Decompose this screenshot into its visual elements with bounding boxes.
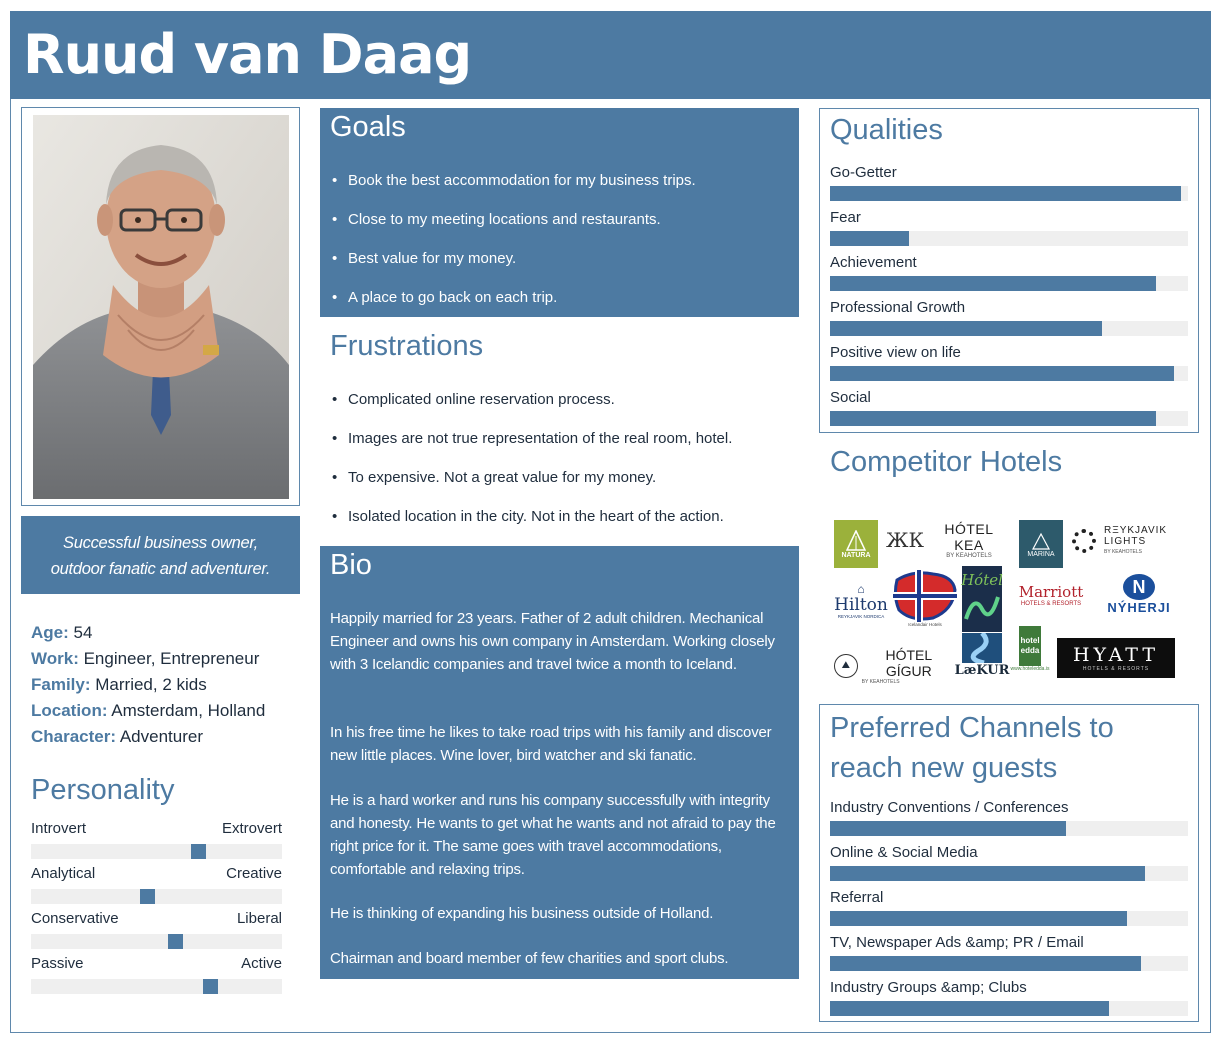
bar-fill — [830, 911, 1127, 926]
list-item: • Images are not true representation of the real room, hotel. — [332, 430, 732, 469]
fact-value: Engineer, Entrepreneur — [78, 649, 260, 668]
fact-age — [31, 620, 301, 646]
bar-label: TV, Newspaper Ads &amp; PR / Email — [830, 934, 1084, 951]
tagline-line-2: outdoor fanatic and adventurer. — [50, 560, 271, 578]
gigur-logo — [834, 647, 956, 685]
channel-bar — [830, 844, 1188, 881]
frustrations-title: Frustrations — [330, 330, 484, 362]
scale-left-label: Passive — [31, 955, 84, 972]
logo-text: LIGHTS — [1104, 535, 1147, 547]
quality-bar — [830, 209, 1188, 246]
fact-label: Work: — [31, 649, 79, 668]
logo-subtext: BY KEAHOTELS — [861, 679, 900, 685]
competitors-title: Competitor Hotels — [830, 446, 1063, 478]
scale-track — [31, 934, 282, 949]
logo-subtext: HOTELS & RESORTS — [1082, 666, 1150, 672]
scale-marker — [191, 844, 206, 859]
logo-text: hotel edda — [1019, 626, 1041, 666]
goals-panel — [320, 108, 799, 317]
bar-fill — [830, 1001, 1109, 1016]
sun-icon — [1072, 529, 1096, 553]
personality-scale — [31, 955, 282, 994]
logo-text: LæKUR — [954, 662, 1010, 678]
logo-text: MARINA — [1027, 550, 1055, 558]
icelandair-logo — [893, 566, 957, 630]
hyatt-logo — [1057, 638, 1175, 678]
channel-bar — [830, 979, 1188, 1016]
scale-right-label: Extrovert — [221, 820, 282, 837]
bio-paragraph: Happily married for 23 years. Father of 2 adult children. Mechanical Engineer and owns his own company in Amsterdam. Working closely with 3 Icelandic companies and travel twice a month to Iceland. — [330, 610, 775, 673]
goals-list — [332, 172, 696, 328]
bar-label: Professional Growth — [830, 299, 966, 316]
marriott-logo — [1010, 580, 1092, 610]
list-item: • Isolated location in the city. Not in the heart of the action. — [332, 508, 732, 547]
frustrations-list — [332, 391, 732, 547]
persona-facts — [31, 620, 301, 750]
quality-bar — [830, 299, 1188, 336]
header-banner — [10, 11, 1211, 99]
bar-label: Achievement — [830, 254, 917, 271]
bar-fill — [830, 186, 1181, 201]
reykjavik-lights-logo — [1072, 524, 1180, 558]
logo-text: HÓTEL GÍGUR — [885, 647, 933, 679]
hilton-emblem-icon: ⌂ — [857, 581, 865, 596]
personality-title: Personality — [31, 774, 175, 806]
bar-fill — [830, 321, 1102, 336]
bio-title: Bio — [330, 549, 372, 581]
bar-track — [830, 866, 1188, 881]
bar-label: Go-Getter — [830, 164, 897, 181]
logo-text: Marriott — [1018, 583, 1084, 601]
fact-label: Family: — [31, 675, 91, 694]
bar-track — [830, 231, 1188, 246]
bar-fill — [830, 866, 1145, 881]
fact-value: Adventurer — [116, 727, 203, 746]
fact-label: Character: — [31, 727, 117, 746]
bar-fill — [830, 276, 1156, 291]
n-emblem-icon: N — [1123, 574, 1155, 600]
scale-marker — [203, 979, 218, 994]
bar-fill — [830, 366, 1174, 381]
laekur-logo — [954, 630, 1010, 680]
logo-text: Hilton — [834, 594, 888, 615]
scale-track — [31, 844, 282, 859]
bar-label: Industry Groups &amp; Clubs — [830, 979, 1027, 996]
natura-logo — [834, 520, 878, 568]
quality-bar — [830, 254, 1188, 291]
quality-bar — [830, 389, 1188, 426]
channels-title-line-2: reach new guests — [830, 752, 1058, 784]
edda-logo — [1006, 618, 1054, 680]
channel-bar — [830, 934, 1188, 971]
quality-bar — [830, 344, 1188, 381]
fact-label: Age: — [31, 623, 69, 642]
logo-text: NATURA — [841, 551, 871, 559]
scale-left-label: Introvert — [31, 820, 87, 837]
scale-right-label: Active — [241, 955, 282, 972]
river-icon — [962, 633, 1002, 663]
channel-bar — [830, 799, 1188, 836]
bar-fill — [830, 821, 1066, 836]
scale-marker — [140, 889, 155, 904]
leaf-icon — [846, 530, 866, 552]
bio-paragraph: He is a hard worker and runs his company successfully with integrity and honesty. He wants to get what he wants and not afraid to pay the right price for it. The same goes with travel accommodations, comfortable and relaxing trips. — [330, 792, 776, 878]
goals-title: Goals — [330, 111, 406, 143]
logo-text: RΞYKJAVIK — [1104, 524, 1168, 536]
nyherji-logo — [1100, 570, 1178, 618]
fact-value: Married, 2 kids — [90, 675, 207, 694]
bar-track — [830, 911, 1188, 926]
bar-label: Online & Social Media — [830, 844, 978, 861]
persona-photo — [33, 115, 289, 499]
logo-subtext: BY KEAHOTELS — [946, 553, 992, 559]
bar-label: Positive view on life — [830, 344, 961, 361]
list-item: • Close to my meeting locations and restaurants. — [332, 211, 696, 250]
bar-track — [830, 276, 1188, 291]
fact-character — [31, 724, 301, 750]
bar-fill — [830, 411, 1156, 426]
fact-label: Location: — [31, 701, 108, 720]
fact-work — [31, 646, 301, 672]
channel-bar — [830, 889, 1188, 926]
bar-label: Fear — [830, 209, 861, 226]
scale-track — [31, 889, 282, 904]
scale-track — [31, 979, 282, 994]
persona-tagline — [21, 516, 300, 594]
bar-fill — [830, 231, 909, 246]
bar-label: Social — [830, 389, 871, 406]
logo-subtext: Icelandair Hotels — [908, 621, 942, 627]
logo-subtext: BY KEAHOTELS — [1104, 548, 1142, 555]
kea-logo — [886, 521, 1010, 559]
fact-family — [31, 672, 301, 698]
bar-track — [830, 411, 1188, 426]
bar-label: Industry Conventions / Conferences — [830, 799, 1069, 816]
gigur-emblem-icon: ⛰ — [834, 654, 858, 678]
scale-right-label: Liberal — [236, 910, 282, 927]
bar-track — [830, 321, 1188, 336]
list-item: • Best value for my money. — [332, 250, 696, 289]
bio-paragraph: In his free time he likes to take road trips with his family and discover new little places. Wine lover, bird watcher and ski fanatic. — [330, 724, 772, 764]
bio-paragraph: Chairman and board member of few charities and sport clubs. — [330, 950, 729, 967]
scale-left-label: Conservative — [31, 910, 119, 927]
bar-track — [830, 956, 1188, 971]
kea-emblem-icon: ЖК — [886, 528, 924, 552]
persona-name: Ruud van Daag — [23, 23, 472, 86]
channels-title-line-1: Preferred Channels to — [830, 712, 1114, 744]
bar-label: Referral — [830, 889, 884, 906]
fact-value: Amsterdam, Holland — [107, 701, 266, 720]
bar-track — [830, 366, 1188, 381]
personality-scale — [31, 820, 282, 859]
marina-logo — [1019, 520, 1063, 568]
logo-subtext: HOTELS & RESORTS — [1020, 601, 1082, 607]
photo-frame — [21, 107, 300, 506]
channels-title — [830, 708, 1190, 788]
scale-right-label: Creative — [226, 865, 282, 882]
logo-text: HYATT — [1072, 644, 1160, 666]
personality-scale — [31, 865, 282, 904]
logo-text: NÝHERJI — [1107, 599, 1171, 615]
bar-track — [830, 821, 1188, 836]
hilton-logo — [832, 574, 890, 626]
qualities-title: Qualities — [830, 114, 943, 146]
list-item: • To expensive. Not a great value for my money. — [332, 469, 732, 508]
logo-text: Hótel — [961, 571, 1003, 589]
aurora-icon — [964, 589, 1000, 627]
list-item: • A place to go back on each trip. — [332, 289, 696, 328]
list-item: • Complicated online reservation process. — [332, 391, 732, 430]
fact-location — [31, 698, 301, 724]
hotel-aurora-logo — [962, 566, 1002, 632]
bar-track — [830, 1001, 1188, 1016]
bar-track — [830, 186, 1188, 201]
logo-text: HÓTEL KEA — [944, 521, 994, 553]
iceland-flag-icon — [893, 570, 957, 622]
scale-left-label: Analytical — [31, 865, 96, 882]
building-icon — [1030, 531, 1052, 551]
logo-subtext: www.hoteledda.is — [1010, 666, 1050, 672]
personality-scale — [31, 910, 282, 949]
bar-fill — [830, 956, 1141, 971]
fact-value: 54 — [68, 623, 93, 642]
bio-paragraph: He is thinking of expanding his business outside of Holland. — [330, 905, 714, 922]
list-item: • Book the best accommodation for my business trips. — [332, 172, 696, 211]
quality-bar — [830, 164, 1188, 201]
logo-subtext: REYKJAVIK NORDICA — [837, 613, 885, 619]
tagline-line-1: Successful business owner, — [63, 534, 258, 552]
scale-marker — [168, 934, 183, 949]
